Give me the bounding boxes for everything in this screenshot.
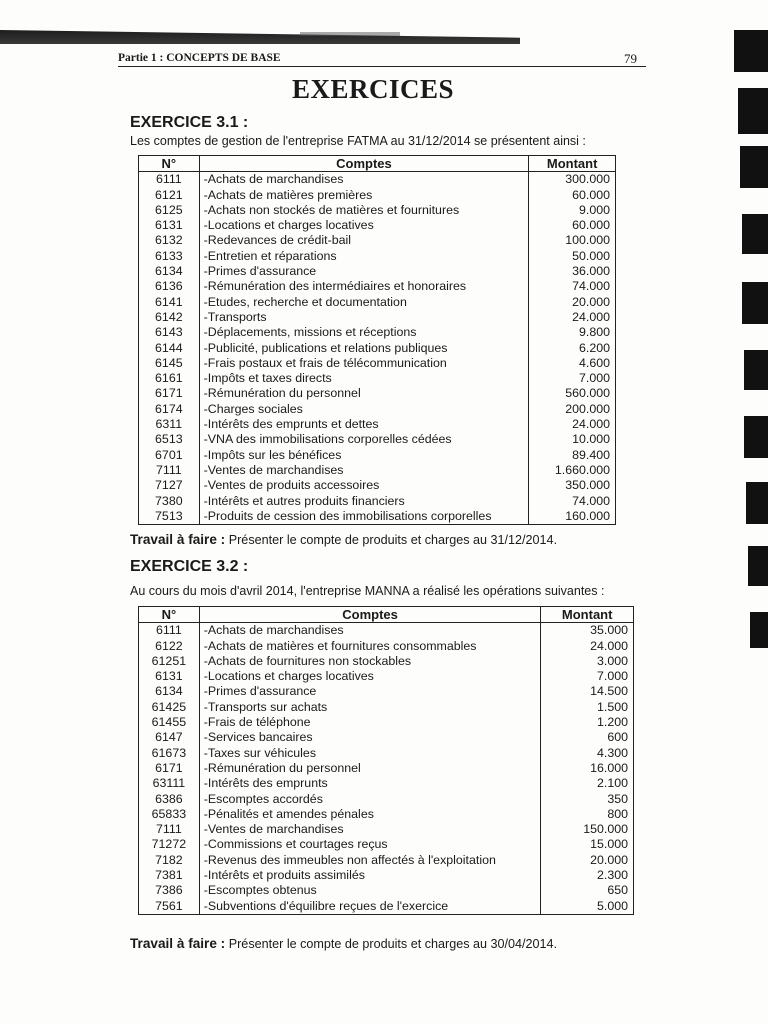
table-row (139, 837, 634, 852)
account-name: -Ventes de produits accessoires (199, 478, 529, 493)
account-number: 7111 (139, 822, 200, 837)
amount-value: 35.000 (590, 623, 628, 638)
account-number: 6145 (139, 356, 200, 371)
scan-edge-shadow (0, 30, 520, 44)
table-row (139, 295, 616, 310)
account-number: 6147 (139, 730, 200, 745)
account-number: 61455 (139, 715, 200, 730)
header-rule (118, 66, 646, 67)
account-number: 65833 (139, 807, 200, 822)
table-row (139, 761, 634, 776)
account-number: 71272 (139, 837, 200, 852)
amount-value: 100.000 (565, 233, 610, 248)
account-name: -VNA des immobilisations corporelles cédées (199, 432, 529, 447)
account-number: 6133 (139, 249, 200, 264)
amount-value: 15.000 (590, 837, 628, 852)
column-header-num: N° (139, 156, 200, 172)
table-row (139, 623, 634, 639)
account-number: 6174 (139, 402, 200, 417)
amount-value: 9.000 (578, 202, 610, 217)
amount-value: 300.000 (565, 172, 610, 187)
table-row (139, 684, 634, 699)
amount-value: 2.300 (596, 868, 628, 883)
exercise-3-2-title: EXERCICE 3.2 : (130, 558, 249, 575)
amount-value: 200.000 (565, 401, 610, 416)
account-number: 61673 (139, 746, 200, 761)
table-row (139, 669, 634, 684)
account-name: -Produits de cession des immobilisations corporelles (199, 509, 529, 525)
account-number: 6513 (139, 432, 200, 447)
account-number: 6111 (139, 172, 200, 188)
account-name: -Achats de matières premières (199, 188, 529, 203)
account-number: 6386 (139, 792, 200, 807)
table-row (139, 700, 634, 715)
exercise-3-1-title: EXERCICE 3.1 : (130, 114, 249, 131)
table-row (139, 509, 616, 525)
amount-value: 20.000 (572, 294, 610, 309)
account-number: 61251 (139, 654, 200, 669)
task-label: Travail à faire : (130, 936, 226, 951)
amount-value: 4.600 (578, 355, 610, 370)
table-row (139, 883, 634, 898)
account-number: 6171 (139, 761, 200, 776)
scan-edge-mark (300, 32, 400, 36)
account-number: 7182 (139, 853, 200, 868)
account-number: 6141 (139, 295, 200, 310)
table-row (139, 822, 634, 837)
account-name: -Achats de matières et fournitures consommables (199, 639, 541, 654)
table-row (139, 264, 616, 279)
account-name: -Achats de fournitures non stockables (199, 654, 541, 669)
table-row (139, 233, 616, 248)
table-row (139, 654, 634, 669)
account-name: -Services bancaires (199, 730, 541, 745)
amount-value: 1.660.000 (554, 462, 610, 477)
account-name: -Escomptes obtenus (199, 883, 541, 898)
exercise-3-2-intro: Au cours du mois d'avril 2014, l'entreprise MANNA a réalisé les opérations suivantes : (130, 584, 605, 598)
amount-value: 1.200 (596, 715, 628, 730)
account-name: -Entretien et réparations (199, 249, 529, 264)
amount-value: 3.000 (596, 653, 628, 668)
amount-value: 4.300 (596, 745, 628, 760)
account-number: 6111 (139, 623, 200, 639)
amount-value: 16.000 (590, 760, 628, 775)
table-row (139, 249, 616, 264)
amount-value: 800 (607, 806, 628, 821)
account-number: 6131 (139, 669, 200, 684)
table-row (139, 639, 634, 654)
account-number: 61425 (139, 700, 200, 715)
account-name: -Taxes sur véhicules (199, 746, 541, 761)
exercise-3-1-table (138, 155, 616, 525)
amount-value: 20.000 (590, 852, 628, 867)
amount-value: 36.000 (572, 264, 610, 279)
amount-value: 10.000 (572, 432, 610, 447)
account-number: 6125 (139, 203, 200, 218)
table-row (139, 218, 616, 233)
account-name: -Publicité, publications et relations publiques (199, 341, 529, 356)
account-name: -Escomptes accordés (199, 792, 541, 807)
amount-value: 350.000 (565, 478, 610, 493)
account-number: 6701 (139, 448, 200, 463)
account-number: 7127 (139, 478, 200, 493)
binding-mark (742, 214, 768, 254)
binding-mark (740, 146, 768, 188)
table-row (139, 448, 616, 463)
exercise-3-1-intro: Les comptes de gestion de l'entreprise FATMA au 31/12/2014 se présentent ainsi : (130, 134, 586, 148)
account-name: -Achats non stockés de matières et fournitures (199, 203, 529, 218)
table-row (139, 356, 616, 371)
table-row (139, 188, 616, 203)
table-row (139, 402, 616, 417)
account-number: 6143 (139, 325, 200, 340)
amount-value: 24.000 (590, 638, 628, 653)
table-row (139, 386, 616, 401)
account-number: 6171 (139, 386, 200, 401)
binding-mark (742, 282, 768, 324)
amount-value: 9.800 (578, 325, 610, 340)
table-row (139, 172, 616, 188)
amount-value: 650 (607, 883, 628, 898)
column-header-account: Comptes (199, 156, 529, 172)
account-name: -Ventes de marchandises (199, 463, 529, 478)
account-number: 6142 (139, 310, 200, 325)
table-header-row (139, 607, 634, 623)
account-number: 7111 (139, 463, 200, 478)
account-name: -Achats de marchandises (199, 172, 529, 188)
chapter-header: Partie 1 : CONCEPTS DE BASE (118, 52, 281, 64)
amount-value: 14.500 (590, 684, 628, 699)
exercise-3-1-task (130, 532, 557, 547)
amount-value: 600 (607, 730, 628, 745)
account-name: -Locations et charges locatives (199, 669, 541, 684)
amount-value: 60.000 (572, 187, 610, 202)
table-row (139, 310, 616, 325)
binding-mark (734, 30, 768, 72)
account-name: -Revenus des immeubles non affectés à l'exploitation (199, 853, 541, 868)
account-number: 6311 (139, 417, 200, 432)
amount-value: 7.000 (578, 371, 610, 386)
account-name: -Primes d'assurance (199, 264, 529, 279)
table-row (139, 341, 616, 356)
column-header-amount: Montant (529, 156, 616, 172)
table-row (139, 432, 616, 447)
account-number: 6134 (139, 684, 200, 699)
table-header-row (139, 156, 616, 172)
account-name: -Rémunération du personnel (199, 761, 541, 776)
account-name: -Intérêts des emprunts et dettes (199, 417, 529, 432)
table-row (139, 494, 616, 509)
binding-mark (750, 612, 768, 648)
amount-value: 5.000 (596, 898, 628, 913)
amount-value: 150.000 (583, 822, 628, 837)
task-text: Présenter le compte de produits et charges au 30/04/2014. (225, 937, 558, 951)
account-number: 6122 (139, 639, 200, 654)
table-row (139, 868, 634, 883)
account-name: -Primes d'assurance (199, 684, 541, 699)
account-number: 6134 (139, 264, 200, 279)
task-label: Travail à faire : (130, 532, 226, 547)
account-name: -Ventes de marchandises (199, 822, 541, 837)
amount-value: 6.200 (578, 340, 610, 355)
account-name: -Etudes, recherche et documentation (199, 295, 529, 310)
table-row (139, 279, 616, 294)
account-number: 6131 (139, 218, 200, 233)
table-row (139, 730, 634, 745)
account-name: -Pénalités et amendes pénales (199, 807, 541, 822)
account-name: -Transports (199, 310, 529, 325)
account-number: 7381 (139, 868, 200, 883)
amount-value: 1.500 (596, 699, 628, 714)
binding-mark (744, 350, 768, 390)
table-row (139, 463, 616, 478)
account-name: -Subventions d'équilibre reçues de l'exercice (199, 899, 541, 915)
table-row (139, 776, 634, 791)
amount-value: 350 (607, 791, 628, 806)
table-row (139, 746, 634, 761)
table-row (139, 853, 634, 868)
amount-value: 89.400 (572, 447, 610, 462)
account-name: -Commissions et courtages reçus (199, 837, 541, 852)
account-name: -Intérêts et autres produits financiers (199, 494, 529, 509)
amount-value: 74.000 (572, 279, 610, 294)
column-header-account: Comptes (199, 607, 541, 623)
binding-mark (746, 482, 768, 524)
account-name: -Achats de marchandises (199, 623, 541, 639)
amount-value: 74.000 (572, 493, 610, 508)
account-name: -Impôts sur les bénéfices (199, 448, 529, 463)
amount-value: 160.000 (565, 508, 610, 523)
table-row (139, 715, 634, 730)
account-name: -Intérêts et produits assimilés (199, 868, 541, 883)
table-row (139, 371, 616, 386)
account-name: -Rémunération du personnel (199, 386, 529, 401)
table-row (139, 807, 634, 822)
table-row (139, 203, 616, 218)
page-number: 79 (624, 51, 637, 66)
account-name: -Transports sur achats (199, 700, 541, 715)
exercise-3-2-task (130, 936, 557, 951)
account-number: 6144 (139, 341, 200, 356)
table-row (139, 792, 634, 807)
account-number: 63111 (139, 776, 200, 791)
amount-value: 2.100 (596, 776, 628, 791)
binding-mark (744, 416, 768, 458)
amount-value: 24.000 (572, 309, 610, 324)
binding-mark (738, 88, 768, 134)
account-number: 6121 (139, 188, 200, 203)
amount-value: 560.000 (565, 386, 610, 401)
account-name: -Déplacements, missions et réceptions (199, 325, 529, 340)
account-number: 6132 (139, 233, 200, 248)
page-title: EXERCICES (292, 74, 455, 104)
column-header-num: N° (139, 607, 200, 623)
amount-value: 24.000 (572, 417, 610, 432)
column-header-amount: Montant (541, 607, 634, 623)
account-number: 6136 (139, 279, 200, 294)
table-row (139, 325, 616, 340)
account-number: 7380 (139, 494, 200, 509)
account-number: 7386 (139, 883, 200, 898)
account-name: -Frais de téléphone (199, 715, 541, 730)
table-row (139, 899, 634, 915)
table-row (139, 478, 616, 493)
account-number: 7561 (139, 899, 200, 915)
binding-mark (748, 546, 768, 586)
amount-value: 50.000 (572, 248, 610, 263)
account-name: -Impôts et taxes directs (199, 371, 529, 386)
amount-value: 60.000 (572, 218, 610, 233)
account-name: -Frais postaux et frais de télécommunication (199, 356, 529, 371)
account-name: -Charges sociales (199, 402, 529, 417)
task-text: Présenter le compte de produits et charges au 31/12/2014. (225, 533, 558, 547)
amount-value: 7.000 (596, 669, 628, 684)
account-number: 7513 (139, 509, 200, 525)
exercise-3-2-table (138, 606, 634, 915)
account-name: -Intérêts des emprunts (199, 776, 541, 791)
account-name: -Rémunération des intermédiaires et honoraires (199, 279, 529, 294)
account-name: -Redevances de crédit-bail (199, 233, 529, 248)
account-name: -Locations et charges locatives (199, 218, 529, 233)
account-number: 6161 (139, 371, 200, 386)
table-row (139, 417, 616, 432)
